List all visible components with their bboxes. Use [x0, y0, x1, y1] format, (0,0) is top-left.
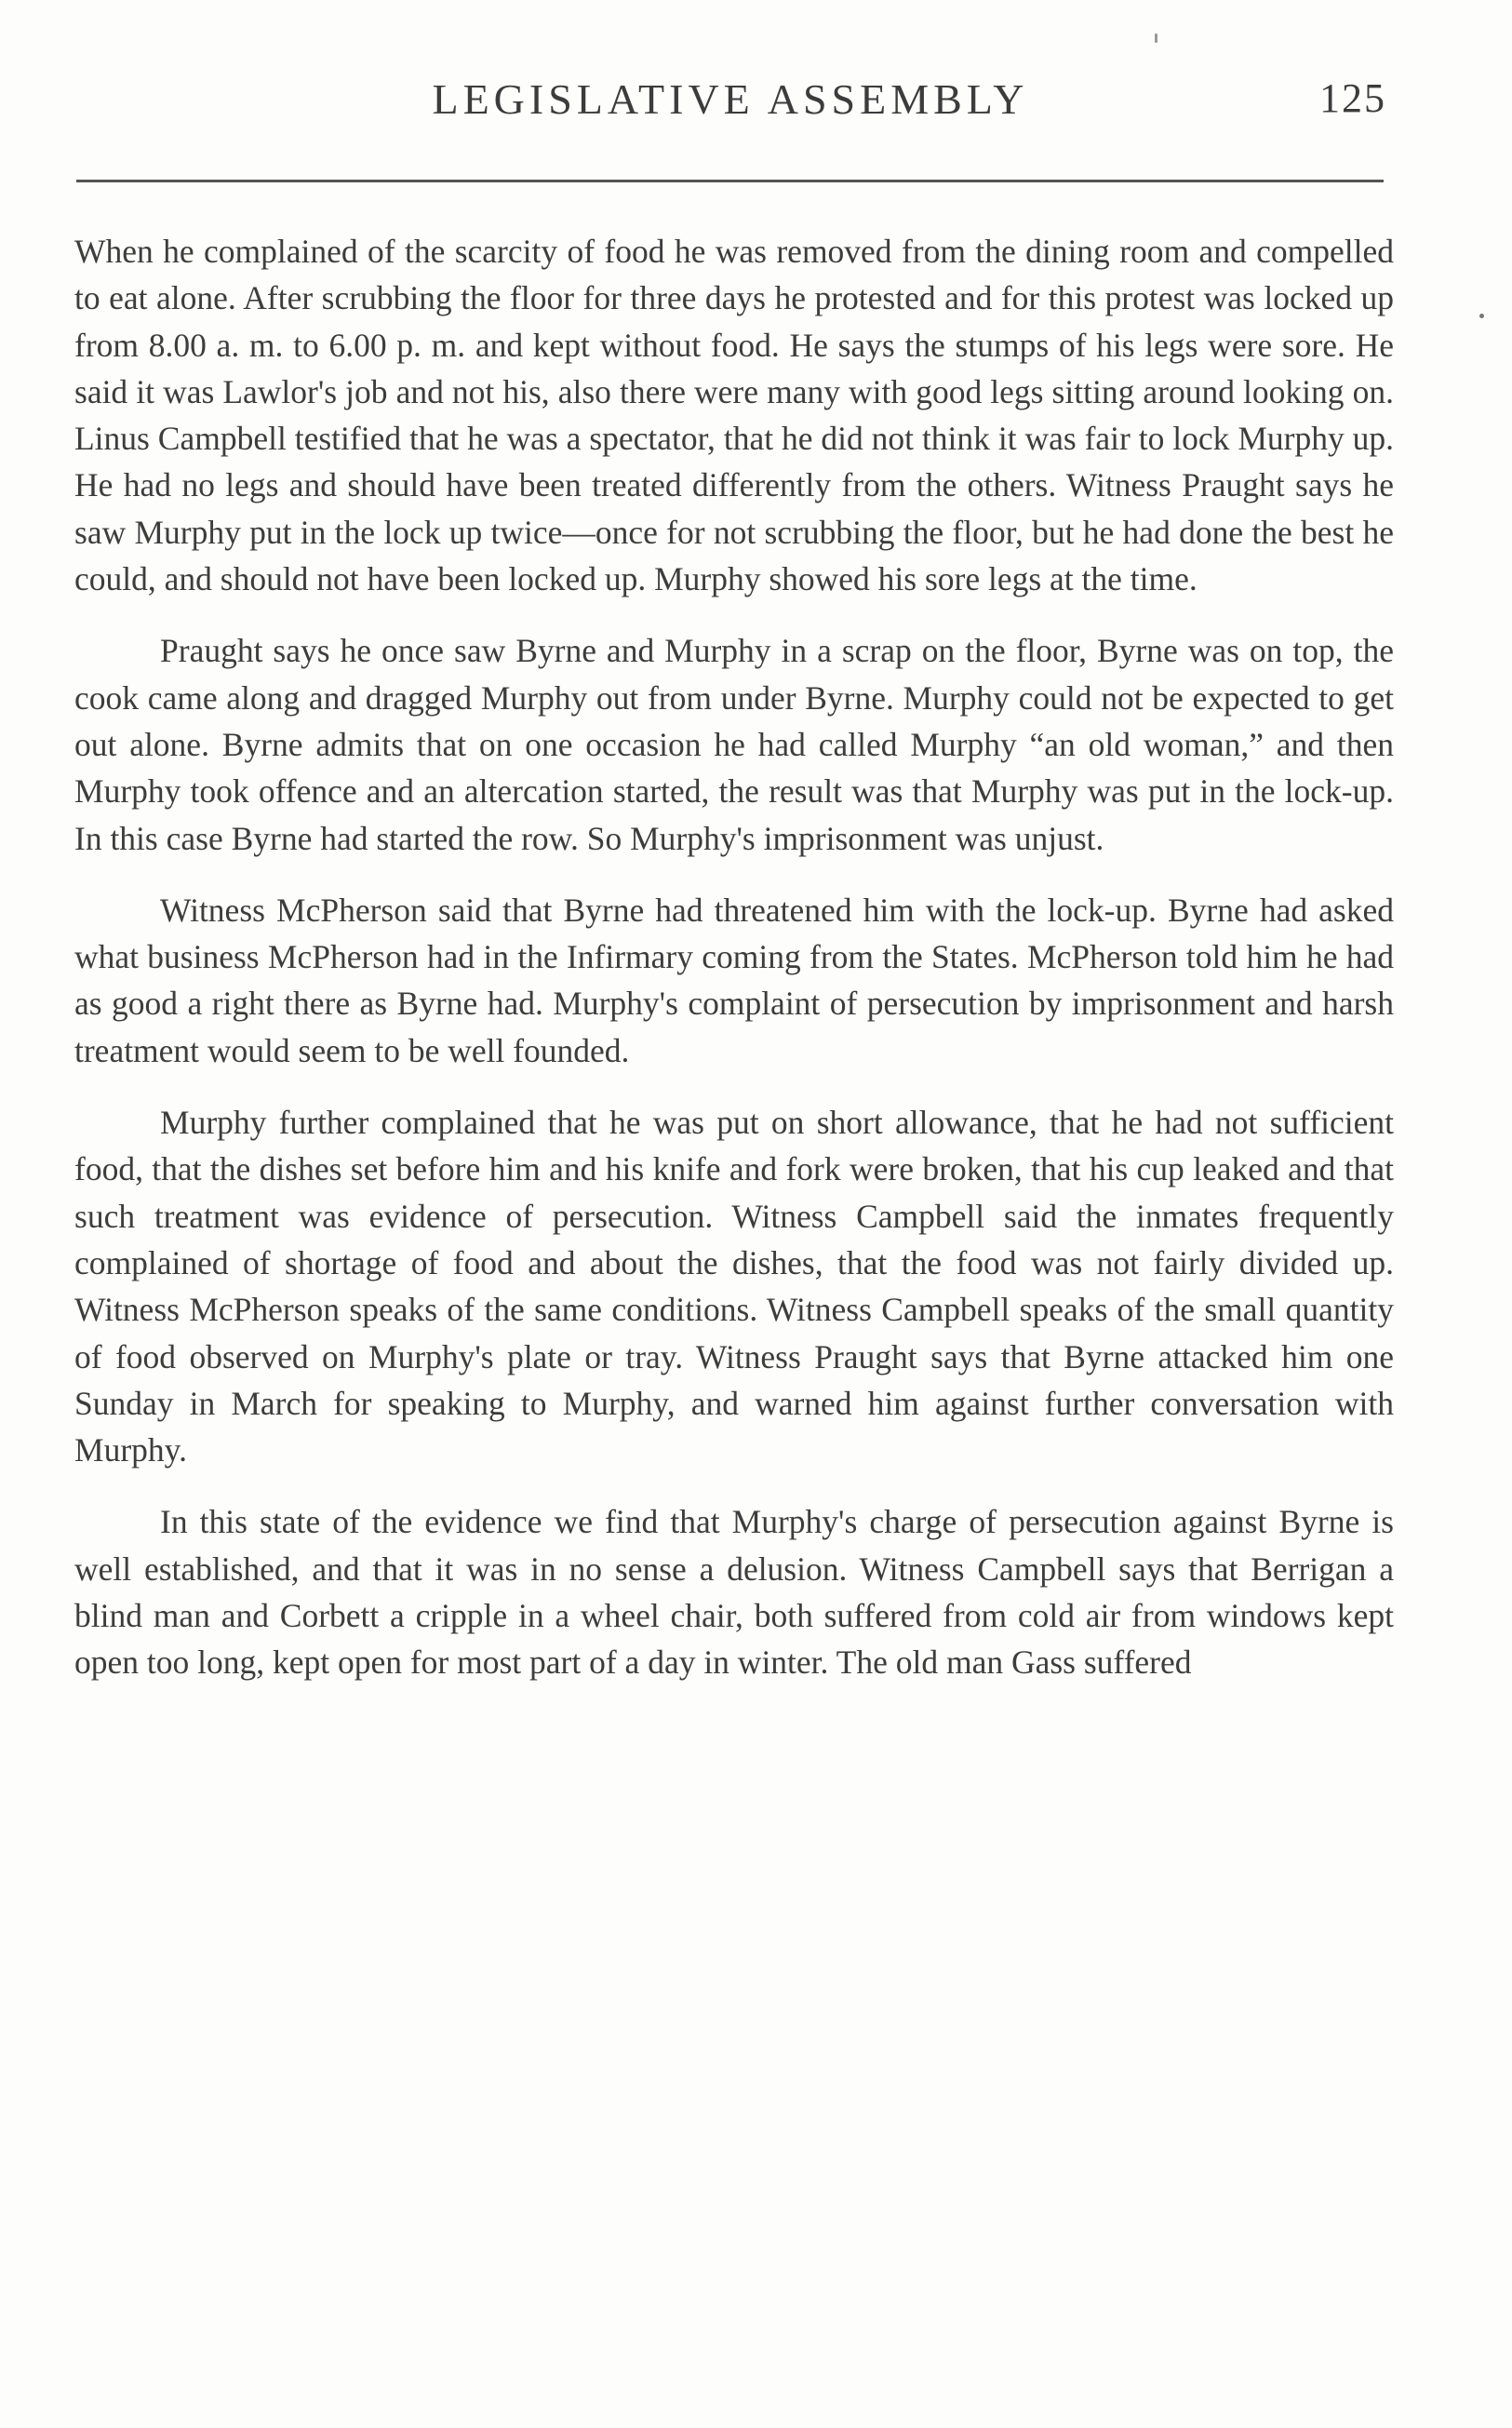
paragraph: Praught says he once saw Byrne and Murphy in a scrap on the floor, Byrne was on top, the cook came along and dragged Murphy out from under Byrne. Murphy could not be expected to get out alone. Byrne admits that on one occasion he had called Murphy “an old woman,” and then Murphy took offence and an altercation started, the result was that Murphy was put in the lock-up. In this case Byrne had started the row. So Murphy's imprisonment was unjust. — [74, 632, 1394, 857]
body-text — [74, 228, 1394, 1686]
paragraph: Witness McPherson said that Byrne had threatened him with the lock-up. Byrne had asked what business McPherson had in the Infirmary coming from the States. McPherson told him he had as good a right there as Byrne had. Murphy's complaint of persecution by imprisonment and harsh treatment would seem to be well founded. — [74, 891, 1394, 1069]
paragraph: In this state of the evidence we find that Murphy's charge of persecution against Byrne is well established, and that it was in no sense a delusion. Witness Campbell says that Berrigan a blind man and Corbett a cripple in a wheel chair, both suffered from cold air from windows kept open too long, kept open for most part of a day in winter. The old man Gass suffered — [74, 1503, 1394, 1682]
running-title: LEGISLATIVE ASSEMBLY — [432, 75, 1029, 123]
scan-speck — [1479, 314, 1484, 318]
paragraph: When he complained of the scarcity of food he was removed from the dining room and compelled to eat alone. After scrubbing the floor for three days he protested and for this protest was locked up from 8.00 a. m. to 6.00 p. m. and kept without food. He says the stumps of his legs were sore. He said it was Lawlor's job and not his, also there were many with good legs sitting around looking on. Linus Campbell testified that he was a spectator, that he did not think it was fair to lock Murphy up. He had no legs and should have been treated differently from the others. Witness Praught says he saw Murphy put in the lock up twice—once for not scrubbing the floor, but he had done the best he could, and should not have been locked up. Murphy showed his sore legs at the time. — [74, 233, 1394, 598]
paragraph: Murphy further complained that he was put on short allowance, that he had not sufficient food, that the dishes set before him and his knife and fork were broken, that his cup leaked and that such treatment was evidence of persecution. Witness Campbell said the inmates frequently complained of shortage of food and about the dishes, that the food was not fairly divided up. Witness McPherson speaks of the same conditions. Witness Campbell speaks of the small quantity of food observed on Murphy's plate or tray. Witness Praught says that Byrne attacked him one Sunday in March for speaking to Murphy, and warned him against further conversation with Murphy. — [74, 1104, 1394, 1469]
header-rule — [76, 180, 1384, 182]
page-number: 125 — [1319, 75, 1386, 121]
scan-speck — [1155, 34, 1157, 43]
running-header — [74, 74, 1386, 130]
